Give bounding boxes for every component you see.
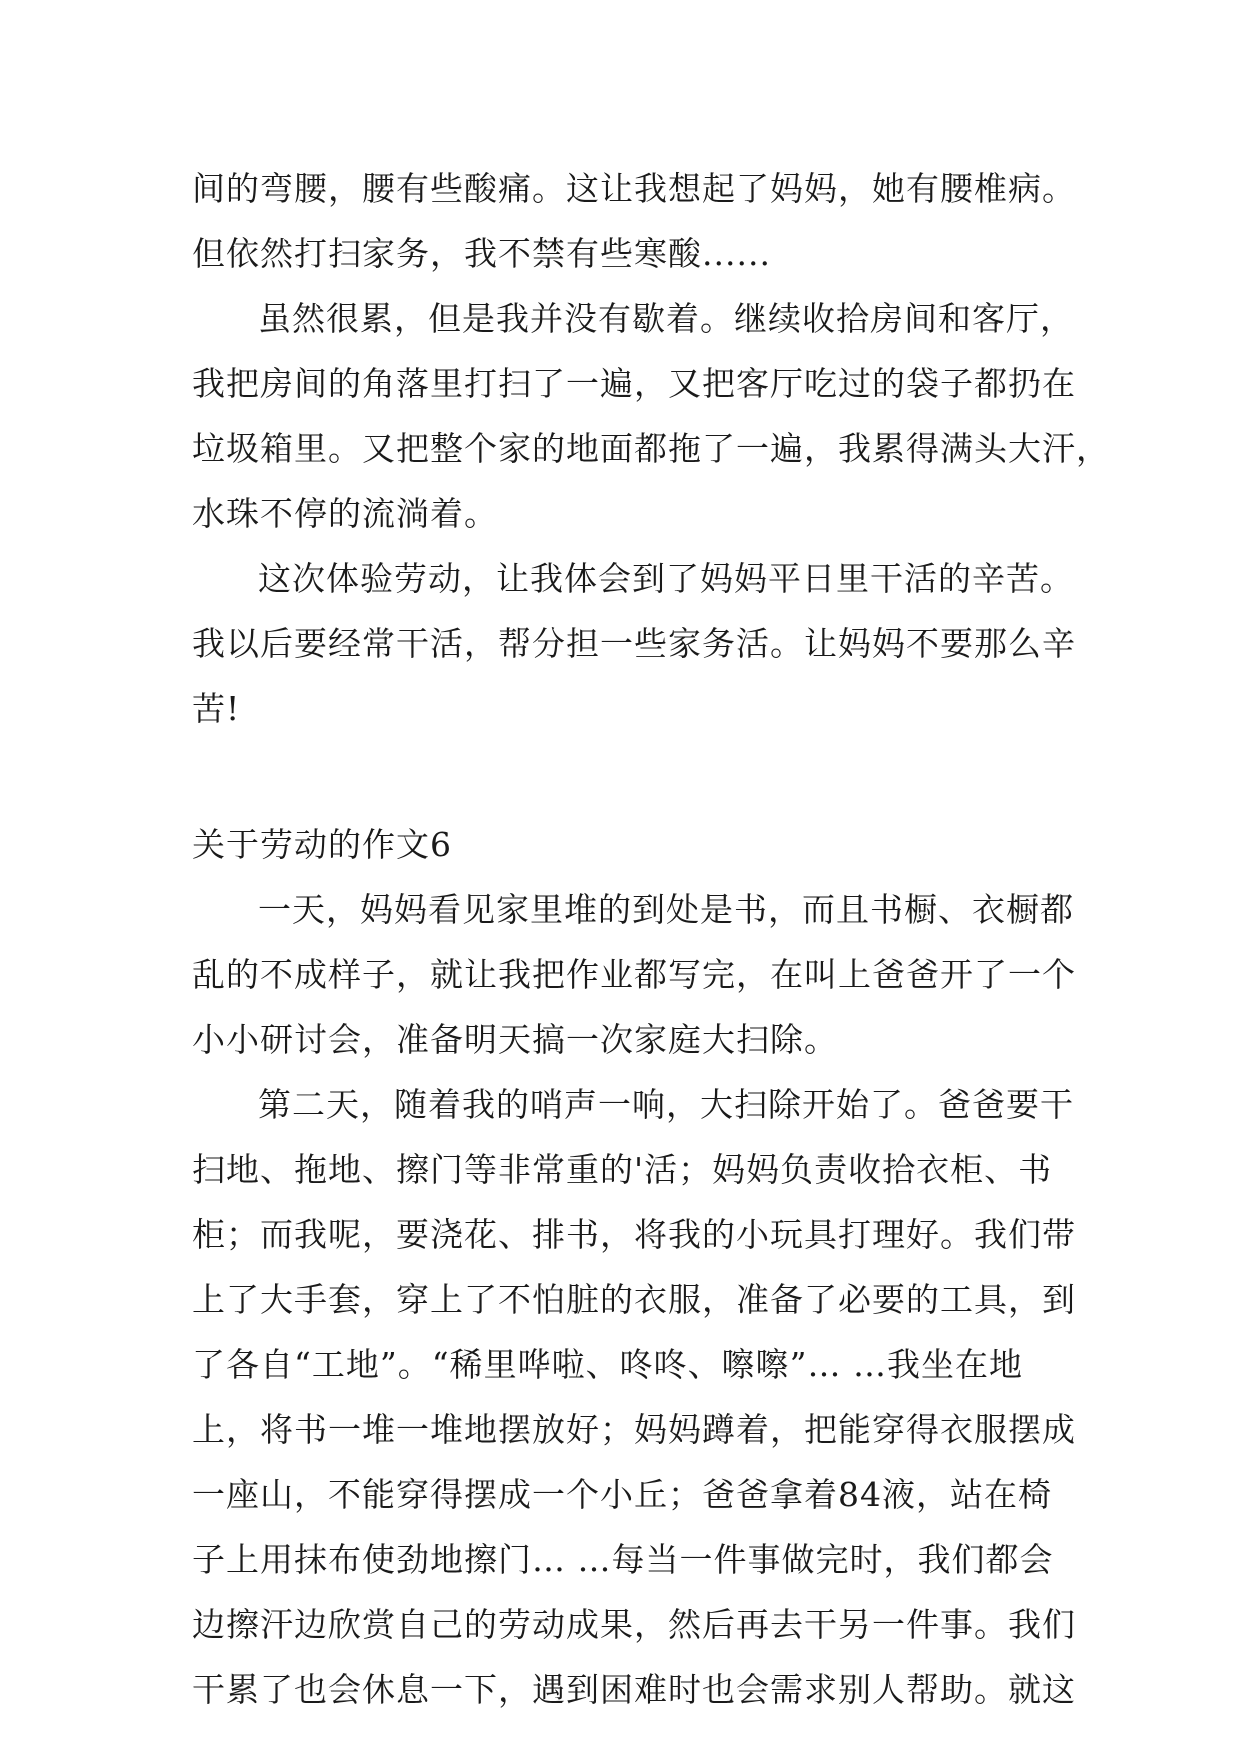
section-gap <box>192 741 1072 812</box>
text-line: 苦! <box>192 689 241 728</box>
paragraph <box>192 546 1076 741</box>
text-line: 垃圾箱里。又把整个家的地面都拖了一遍，我累得满头大汗， <box>192 429 1110 468</box>
text-line: 水珠不停的流淌着。 <box>192 494 498 533</box>
document-page <box>192 156 1110 1722</box>
text-line: 干累了也会休息一下，遇到困难时也会需求别人帮助。就这 <box>192 1670 1076 1709</box>
paragraph <box>192 1072 1076 1722</box>
essay-section <box>192 741 1076 1722</box>
text-line: 我以后要经常干活，帮分担一些家务活。让妈妈不要那么辛 <box>192 624 1076 663</box>
text-line: 间的弯腰，腰有些酸痛。这让我想起了妈妈，她有腰椎病。 <box>192 169 1076 208</box>
text-line: 虽然很累，但是我并没有歇着。继续收拾房间和客厅， <box>258 299 1074 338</box>
text-line: 乱的不成样子，就让我把作业都写完，在叫上爸爸开了一个 <box>192 955 1076 994</box>
text-line: 小小研讨会，准备明天搞一次家庭大扫除。 <box>192 1020 838 1059</box>
text-line: 一座山，不能穿得摆成一个小丘；爸爸拿着84液，站在椅 <box>192 1475 1052 1514</box>
text-line: 上了大手套，穿上了不怕脏的衣服，准备了必要的工具，到 <box>192 1280 1076 1319</box>
paragraph <box>192 286 1110 546</box>
essay-title: 关于劳动的作文6 <box>192 825 452 864</box>
text-line: 我把房间的角落里打扫了一遍，又把客厅吃过的袋子都扔在 <box>192 364 1076 403</box>
text-line: 这次体验劳动，让我体会到了妈妈平日里干活的辛苦。 <box>258 559 1074 598</box>
paragraph <box>192 156 1076 286</box>
paragraph <box>192 877 1076 1072</box>
text-line: 了各自“工地”。“稀里哗啦、咚咚、嚓嚓”… …我坐在地 <box>192 1345 1023 1384</box>
text-line: 第二天，随着我的哨声一响，大扫除开始了。爸爸要干 <box>258 1085 1074 1124</box>
text-line: 一天，妈妈看见家里堆的到处是书，而且书橱、衣橱都 <box>258 890 1074 929</box>
text-line: 子上用抹布使劲地擦门… …每当一件事做完时，我们都会 <box>192 1540 1054 1579</box>
text-line: 扫地、拖地、擦门等非常重的'活；妈妈负责收拾衣柜、书 <box>192 1150 1053 1189</box>
text-line: 柜；而我呢，要浇花、排书，将我的小玩具打理好。我们带 <box>192 1215 1076 1254</box>
text-line: 但依然打扫家务，我不禁有些寒酸...... <box>192 234 771 273</box>
text-line: 边擦汗边欣赏自己的劳动成果，然后再去干另一件事。我们 <box>192 1605 1076 1644</box>
text-line: 上，将书一堆一堆地摆放好；妈妈蹲着，把能穿得衣服摆成 <box>192 1410 1076 1449</box>
essay-section <box>192 156 1110 741</box>
